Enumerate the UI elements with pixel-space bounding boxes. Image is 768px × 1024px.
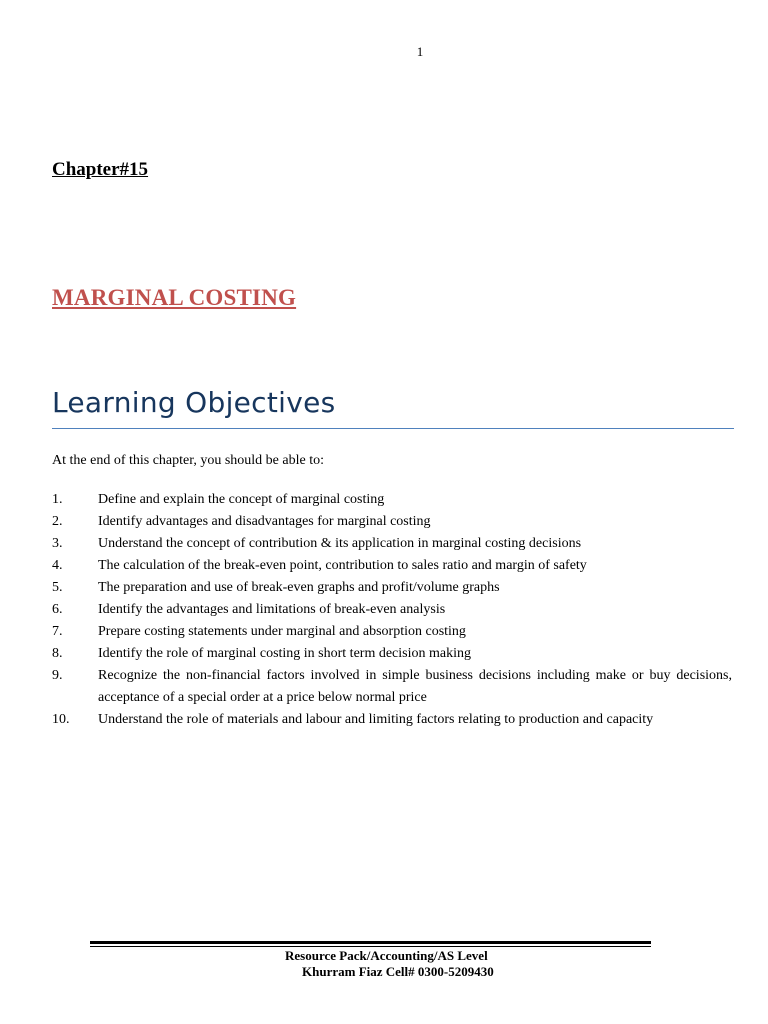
item-number: 2.	[52, 514, 63, 529]
list-item	[52, 709, 732, 731]
item-text: Understand the role of materials and labour and limiting factors relating to production and capacity	[98, 712, 654, 727]
item-text: The calculation of the break-even point, contribution to sales ratio and margin of safety	[98, 558, 587, 573]
chapter-title: MARGINAL COSTING	[52, 285, 297, 310]
footer-divider-thick	[90, 941, 651, 944]
list-item	[52, 599, 732, 621]
item-text: Define and explain the concept of marginal costing	[98, 492, 385, 507]
item-number: 5.	[52, 580, 63, 595]
item-text: Identify the advantages and limitations of break-even analysis	[98, 602, 446, 617]
list-item	[52, 621, 732, 643]
footer-divider-thin	[90, 946, 651, 947]
item-number: 3.	[52, 536, 63, 551]
item-number: 6.	[52, 602, 63, 617]
item-number: 1.	[52, 492, 63, 507]
footer-author-line: Khurram Fiaz Cell# 0300-5209430	[302, 964, 494, 979]
list-item	[52, 665, 732, 709]
item-number: 7.	[52, 624, 63, 639]
item-text: Understand the concept of contribution & its application in marginal costing decisions	[98, 536, 582, 551]
item-number: 8.	[52, 646, 63, 661]
item-text: The preparation and use of break-even graphs and profit/volume graphs	[98, 580, 500, 595]
list-item	[52, 555, 732, 577]
chapter-label: Chapter#15	[52, 159, 149, 180]
objectives-intro: At the end of this chapter, you should be able to:	[52, 453, 324, 468]
item-text: Identify the role of marginal costing in short term decision making	[98, 646, 471, 661]
objectives-list	[52, 489, 732, 731]
item-text: Identify advantages and disadvantages for marginal costing	[98, 514, 431, 529]
item-number: 10.	[52, 712, 70, 727]
item-number: 4.	[52, 558, 63, 573]
heading-divider	[52, 428, 734, 429]
list-item	[52, 533, 732, 555]
list-item	[52, 511, 732, 533]
list-item	[52, 643, 732, 665]
item-text: Recognize the non-financial factors involved in simple business decisions including make or buy decisions, acceptance of a special order at a price below normal price	[98, 668, 732, 705]
page-number: 1	[416, 44, 424, 59]
footer-resource-line: Resource Pack/Accounting/AS Level	[285, 948, 488, 963]
item-number: 9.	[52, 668, 63, 683]
item-text: Prepare costing statements under marginal and absorption costing	[98, 624, 466, 639]
section-heading: Learning Objectives	[52, 386, 336, 419]
list-item	[52, 489, 732, 511]
list-item	[52, 577, 732, 599]
